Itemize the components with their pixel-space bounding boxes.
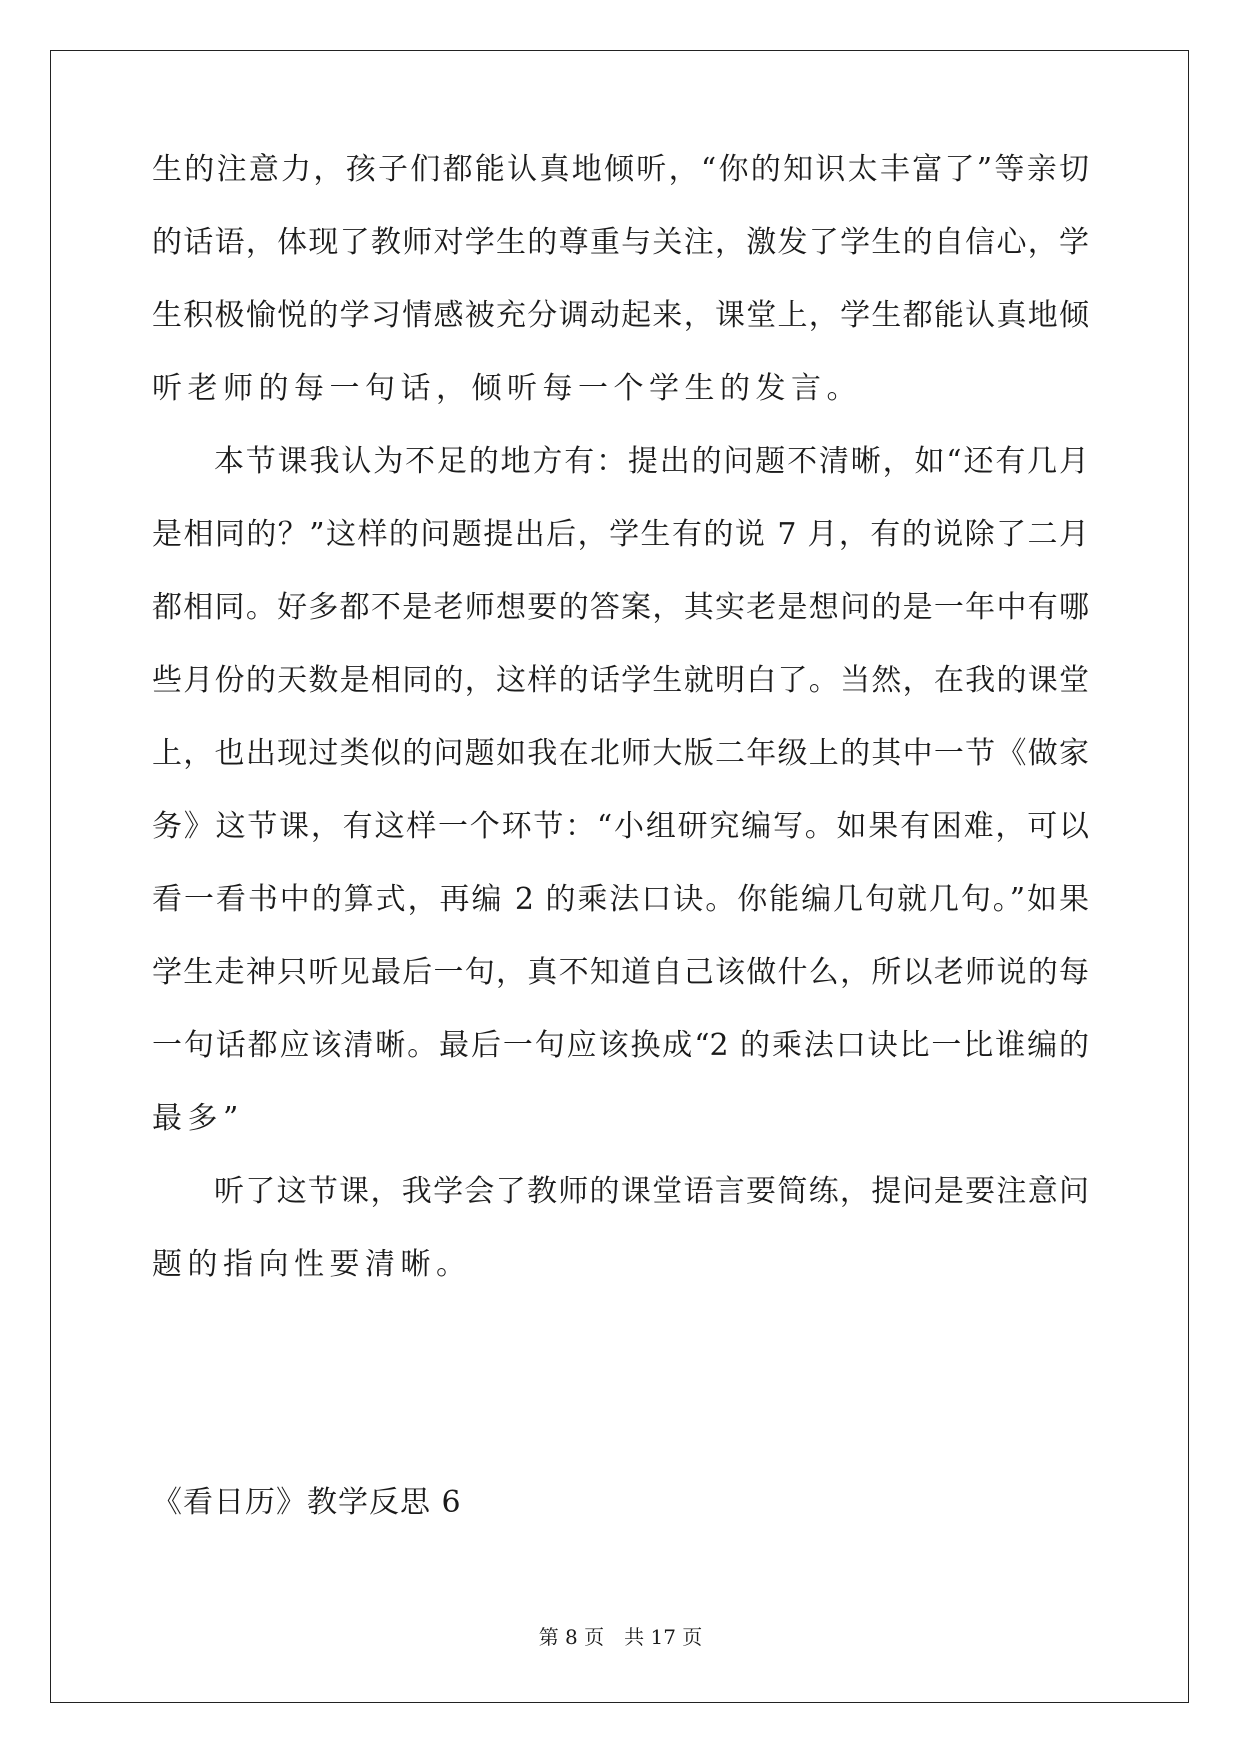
text-line: 的话语，体现了教师对学生的尊重与关注，激发了学生的自信心，学 xyxy=(152,225,1089,260)
text-line: 题的指向性要清晰。 xyxy=(152,1247,472,1282)
text-line: 本节课我认为不足的地方有：提出的问题不清晰，如“还有几月 xyxy=(214,444,1089,479)
text-line: 听老师的每一句话，倾听每一个学生的发言。 xyxy=(152,371,862,406)
text-line: 些月份的天数是相同的，这样的话学生就明白了。当然，在我的课堂 xyxy=(152,663,1089,698)
text-line: 是相同的？”这样的问题提出后，学生有的说 7 月，有的说除了二月 xyxy=(152,517,1089,552)
text-line: 一句话都应该清晰。最后一句应该换成“2 的乘法口诀比一比谁编的 xyxy=(152,1028,1089,1063)
page-footer: 第 8 页 共 17 页 xyxy=(538,1625,703,1649)
text-line: 上，也出现过类似的问题如我在北师大版二年级上的其中一节《做家 xyxy=(152,736,1089,771)
text-line: 都相同。好多都不是老师想要的答案，其实老是想问的是一年中有哪 xyxy=(152,590,1089,625)
text-line: 生的注意力，孩子们都能认真地倾听，“你的知识太丰富了”等亲切 xyxy=(152,152,1089,187)
text-line: 务》这节课，有这样一个环节：“小组研究编写。如果有困难，可以 xyxy=(152,809,1089,844)
text-line: 学生走神只听见最后一句，真不知道自己该做什么，所以老师说的每 xyxy=(152,955,1089,990)
text-line: 看一看书中的算式，再编 2 的乘法口诀。你能编几句就几句。”如果 xyxy=(152,882,1089,917)
text-line: 生积极愉悦的学习情感被充分调动起来，课堂上，学生都能认真地倾 xyxy=(152,298,1089,333)
text-line: 最多” xyxy=(152,1101,244,1136)
section-heading: 《看日历》教学反思 6 xyxy=(152,1485,462,1520)
text-line: 听了这节课，我学会了教师的课堂语言要简练，提问是要注意问 xyxy=(214,1174,1089,1209)
